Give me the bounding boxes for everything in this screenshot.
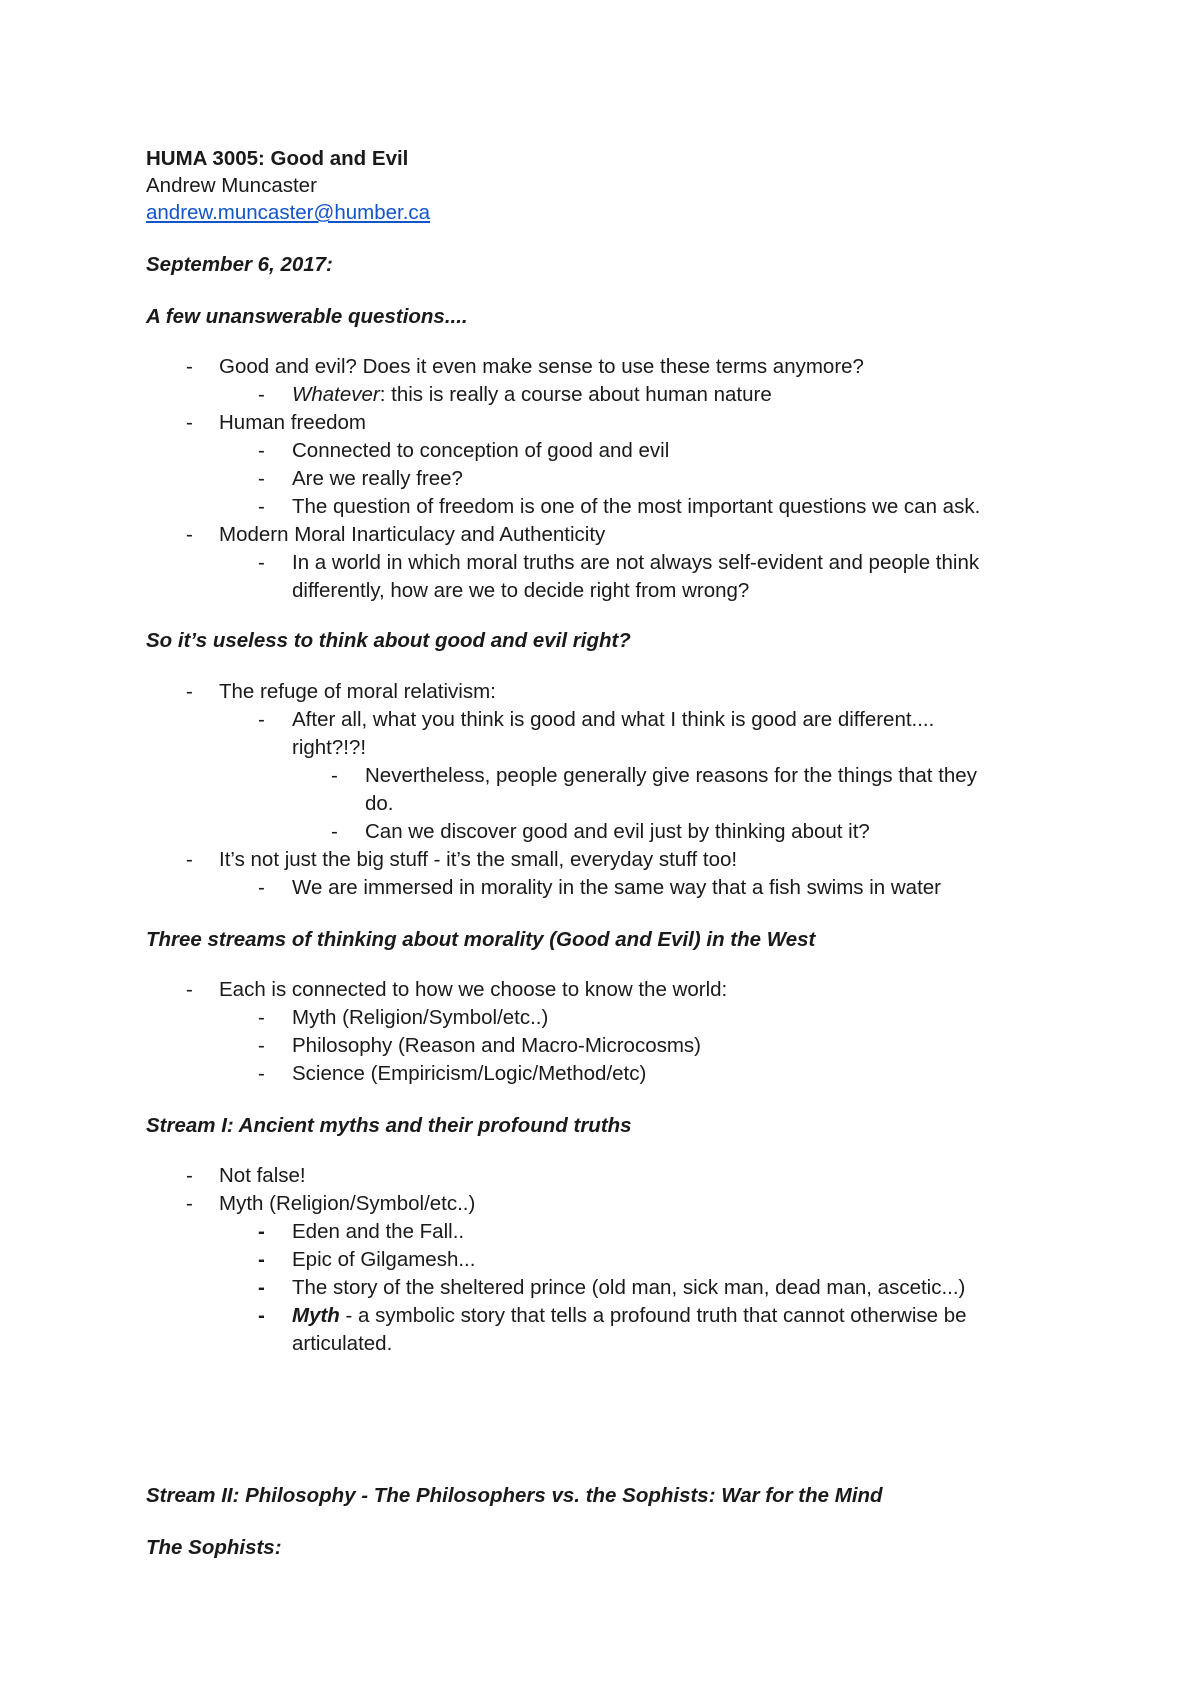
bullet-dash: - xyxy=(258,1276,265,1299)
bullet-dash: - xyxy=(258,467,265,490)
bullet-dash: - xyxy=(258,708,265,731)
bullet-dash: - xyxy=(186,978,193,1001)
list-item: Not false! xyxy=(219,1164,306,1187)
list-item: It’s not just the big stuff - it’s the small, everyday stuff too! xyxy=(219,848,738,871)
bullet-dash: - xyxy=(258,1248,265,1271)
section-heading-stream-two: Stream II: Philosophy - The Philosophers vs. the Sophists: War for the Mind xyxy=(146,1484,883,1507)
emphasis-text: Myth xyxy=(292,1304,340,1327)
list-item: Modern Moral Inarticulacy and Authenticity xyxy=(219,523,606,546)
bullet-dash: - xyxy=(186,680,193,703)
bullet-dash: - xyxy=(258,1220,265,1243)
list-item: Science (Empiricism/Logic/Method/etc) xyxy=(292,1062,647,1085)
list-item: Human freedom xyxy=(219,411,366,434)
list-item: Eden and the Fall.. xyxy=(292,1220,465,1243)
list-item-continuation: do. xyxy=(365,792,394,815)
bullet-dash: - xyxy=(258,876,265,899)
list-item: Nevertheless, people generally give reasons for the things that they xyxy=(365,764,977,787)
date-heading: September 6, 2017: xyxy=(146,253,333,276)
section-heading-questions: A few unanswerable questions.... xyxy=(146,305,468,328)
bullet-dash: - xyxy=(331,764,338,787)
list-item: The refuge of moral relativism: xyxy=(219,680,496,703)
subheading-sophists: The Sophists: xyxy=(146,1536,282,1559)
document-title: HUMA 3005: Good and Evil xyxy=(146,147,409,170)
list-item: Myth (Religion/Symbol/etc..) xyxy=(219,1192,476,1215)
emphasis-text: Whatever xyxy=(292,383,380,406)
section-heading-relativism: So it’s useless to think about good and evil right? xyxy=(146,629,631,652)
bullet-dash: - xyxy=(186,1164,193,1187)
bullet-dash: - xyxy=(186,523,193,546)
list-item: Each is connected to how we choose to know the world: xyxy=(219,978,728,1001)
list-item: Epic of Gilgamesh... xyxy=(292,1248,476,1271)
section-heading-three-streams: Three streams of thinking about morality (Good and Evil) in the West xyxy=(146,928,816,951)
author-name: Andrew Muncaster xyxy=(146,174,317,197)
list-item-continuation: articulated. xyxy=(292,1332,393,1355)
bullet-dash: - xyxy=(258,439,265,462)
list-item: Myth (Religion/Symbol/etc..) xyxy=(292,1006,549,1029)
list-item: Connected to conception of good and evil xyxy=(292,439,670,462)
bullet-dash: - xyxy=(258,1006,265,1029)
bullet-dash: - xyxy=(258,551,265,574)
list-item: We are immersed in morality in the same way that a fish swims in water xyxy=(292,876,942,899)
list-item: After all, what you think is good and what I think is good are different.... xyxy=(292,708,935,731)
bullet-dash: - xyxy=(258,1062,265,1085)
bullet-dash: - xyxy=(258,495,265,518)
list-item-continuation: right?!?! xyxy=(292,736,367,759)
list-item: Can we discover good and evil just by thinking about it? xyxy=(365,820,870,843)
bullet-dash: - xyxy=(186,355,193,378)
bullet-dash: - xyxy=(186,411,193,434)
section-heading-stream-one: Stream I: Ancient myths and their profound truths xyxy=(146,1114,632,1137)
bullet-dash: - xyxy=(331,820,338,843)
list-item-continuation: differently, how are we to decide right from wrong? xyxy=(292,579,750,602)
list-item: Are we really free? xyxy=(292,467,463,490)
author-email-link[interactable]: andrew.muncaster@humber.ca xyxy=(146,201,431,224)
bullet-dash: - xyxy=(186,848,193,871)
list-item-text: - a symbolic story that tells a profound truth that cannot otherwise be xyxy=(339,1304,967,1327)
bullet-dash: - xyxy=(186,1192,193,1215)
list-item: Good and evil? Does it even make sense to use these terms anymore? xyxy=(219,355,864,378)
list-item-text: : this is really a course about human nature xyxy=(379,383,772,406)
list-item: Philosophy (Reason and Macro-Microcosms) xyxy=(292,1034,702,1057)
list-item xyxy=(292,381,772,409)
list-item: The question of freedom is one of the most important questions we can ask. xyxy=(292,495,981,518)
bullet-dash: - xyxy=(258,383,265,406)
list-item xyxy=(292,1302,967,1330)
bullet-dash: - xyxy=(258,1304,265,1327)
bullet-dash: - xyxy=(258,1034,265,1057)
list-item: The story of the sheltered prince (old man, sick man, dead man, ascetic...) xyxy=(292,1276,966,1299)
list-item: In a world in which moral truths are not always self-evident and people think xyxy=(292,551,980,574)
